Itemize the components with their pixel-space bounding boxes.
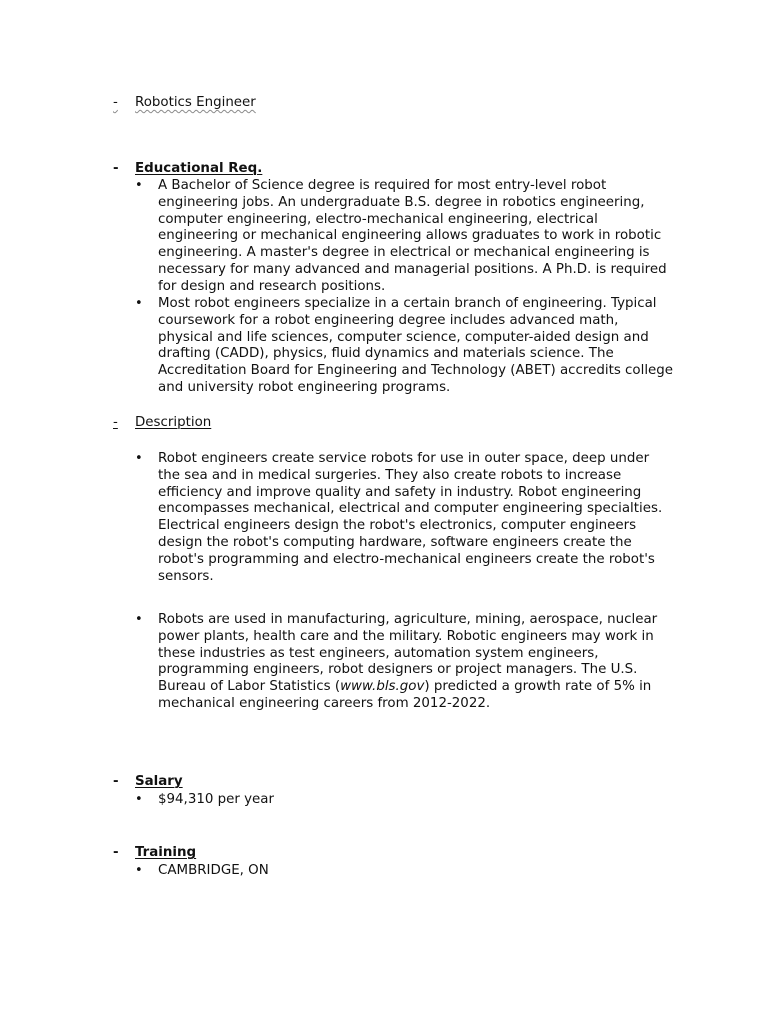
education-heading-text: Educational Req.: [135, 161, 263, 176]
bullet-glyph: •: [135, 178, 143, 193]
salary-bullet: [135, 792, 675, 809]
bullet-glyph: •: [135, 863, 143, 878]
document-title: [113, 94, 256, 112]
bullet-glyph: •: [135, 612, 143, 627]
description-bullet-2-part1: Robots are used in manufacturing, agriculture, mining, aerospace, nuclear power plants, health care and the military. Robotic engineers may work in these industries as test engineers, automation system engineers, programming engineers, robot designers or project managers. The U.S. Bureau of Labor Statistics (: [158, 612, 658, 695]
training-heading-text: Training: [135, 845, 197, 860]
title-dash: -: [113, 95, 118, 110]
training-bullet-text: CAMBRIDGE, ON: [158, 863, 269, 878]
education-bullet-1-text: A Bachelor of Science degree is required for most entry-level robot engineering jobs. An undergraduate B.S. degree in robotics engineering, computer engineering, electro-mechanical engineering, electrical engineering or mechanical engineering allows graduates to work in robotic engineering. A master's degree in electrical or mechanical engineering is necessary for many advanced and managerial positions. A Ph.D. is required for design and research positions.: [158, 178, 667, 294]
section-heading-training: [113, 844, 196, 862]
section-heading-description: [113, 414, 211, 432]
title-text: Robotics Engineer: [135, 95, 256, 110]
description-heading-text: Description: [135, 415, 212, 430]
section-heading-education: [113, 160, 262, 178]
description-bullet-2: [135, 612, 675, 713]
bullet-glyph: •: [135, 451, 143, 466]
description-bullet-2-text: [158, 612, 675, 713]
section-heading-salary: [113, 773, 183, 791]
education-bullet-2-text: Most robot engineers specialize in a certain branch of engineering. Typical coursework for a robot engineering degree includes advanced math, physical and life sciences, computer science, computer-aided design and drafting (CADD), physics, fluid dynamics and materials science. The Accreditation Board for Engineering and Technology (ABET) accredits college and university robot engineering programs.: [158, 296, 674, 395]
education-dash: -: [113, 161, 119, 176]
bullet-glyph: •: [135, 792, 143, 807]
salary-heading-text: Salary: [135, 774, 183, 789]
bullet-glyph: •: [135, 296, 143, 311]
education-bullet-2: [135, 296, 675, 397]
description-bullet-1: [135, 451, 675, 585]
description-bullet-1-text: Robot engineers create service robots for use in outer space, deep under the sea and in medical surgeries. They also create robots to increase efficiency and improve quality and safety in industry. Robot engineering encompasses mechanical, electrical and computer engineering specialties. Electrical engineers design the robot's electronics, computer engineers design the robot's computing hardware, software engineers create the robot's programming and electro-mechanical engineers create the robot's sensors.: [158, 451, 663, 584]
salary-bullet-text: $94,310 per year: [158, 792, 275, 807]
bls-link-text: www.bls.gov: [340, 679, 425, 695]
description-bullet-2-part2: ) predicted a growth rate of 5% in mechanical engineering careers from 2012-2022.: [158, 679, 652, 711]
training-bullet: [135, 863, 675, 880]
salary-dash: -: [113, 774, 119, 789]
education-bullet-1: [135, 178, 675, 296]
training-dash: -: [113, 845, 119, 860]
description-dash: -: [113, 415, 118, 430]
